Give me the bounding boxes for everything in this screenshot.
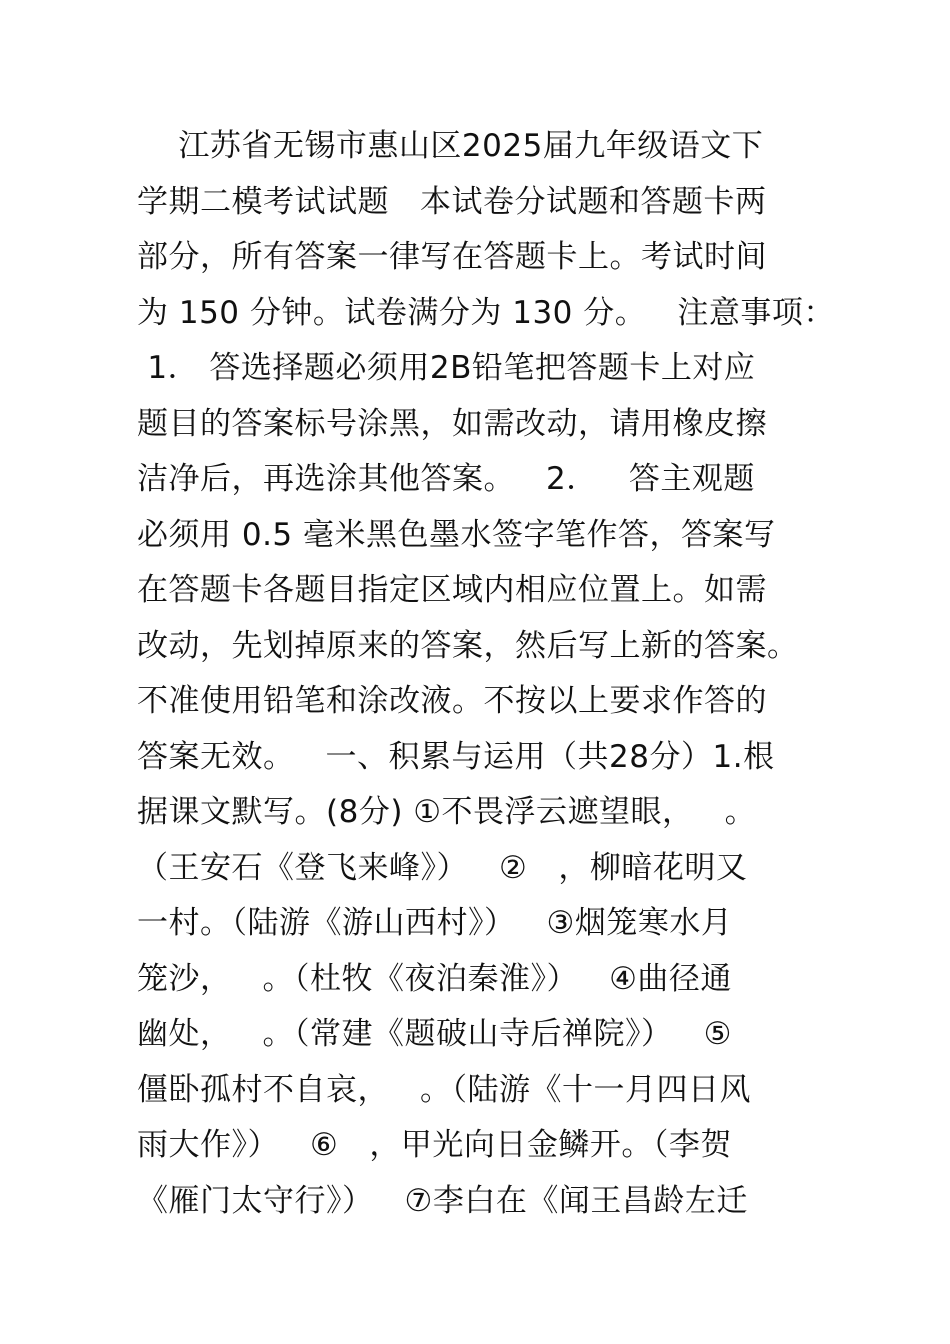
text-line: 据课文默写。(8分) ①不畏浮云遮望眼， 。 bbox=[137, 794, 757, 830]
text-line: 为 150 分钟。试卷满分为 130 分。 注意事项： bbox=[137, 294, 835, 331]
text-line: 雨大作》） ⑥ ，甲光向日金鳞开。（李贺 bbox=[137, 1127, 732, 1163]
text-line: 僵卧孤村不自哀， 。（陆游《十一月四日风 bbox=[137, 1071, 752, 1108]
text-line: 1． 答选择题必须用2B铅笔把答题卡上对应 bbox=[137, 350, 756, 386]
text-line: 《雁门太守行》） ⑦李白在《闻王昌龄左迁 bbox=[137, 1182, 748, 1219]
text-line: 洁净后，再选涂其他答案。 2． 答主观题 bbox=[137, 461, 755, 497]
text-line: （王安石《登飞来峰》） ② ，柳暗花明又 bbox=[137, 849, 748, 886]
text-line: 在答题卡各题目指定区域内相应位置上。如需 bbox=[137, 572, 767, 608]
text-line: 江苏省无锡市惠山区2025届九年级语文下 bbox=[137, 128, 764, 164]
text-line: 必须用 0.5 毫米黑色墨水签字笔作答，答案写 bbox=[137, 516, 776, 553]
text-line: 不准使用铅笔和涂改液。不按以上要求作答的 bbox=[137, 683, 767, 719]
text-line: 改动，先划掉原来的答案，然后写上新的答案。 bbox=[137, 627, 799, 664]
text-line: 学期二模考试试题 本试卷分试题和答题卡两 bbox=[137, 183, 767, 220]
exam-instructions-text bbox=[137, 119, 837, 1229]
text-line: 笼沙， 。（杜牧《夜泊秦淮》） ④曲径通 bbox=[137, 960, 732, 997]
text-line: 一村。（陆游《游山西村》） ③烟笼寒水月 bbox=[137, 905, 733, 941]
text-line: 部分，所有答案一律写在答题卡上。考试时间 bbox=[137, 239, 767, 275]
text-line: 答案无效。 一、积累与运用（共28分）1.根 bbox=[137, 738, 775, 775]
text-line: 幽处， 。（常建《题破山寺后禅院》） ⑤ bbox=[137, 1016, 732, 1052]
text-line: 题目的答案标号涂黑，如需改动，请用橡皮擦 bbox=[137, 405, 767, 442]
